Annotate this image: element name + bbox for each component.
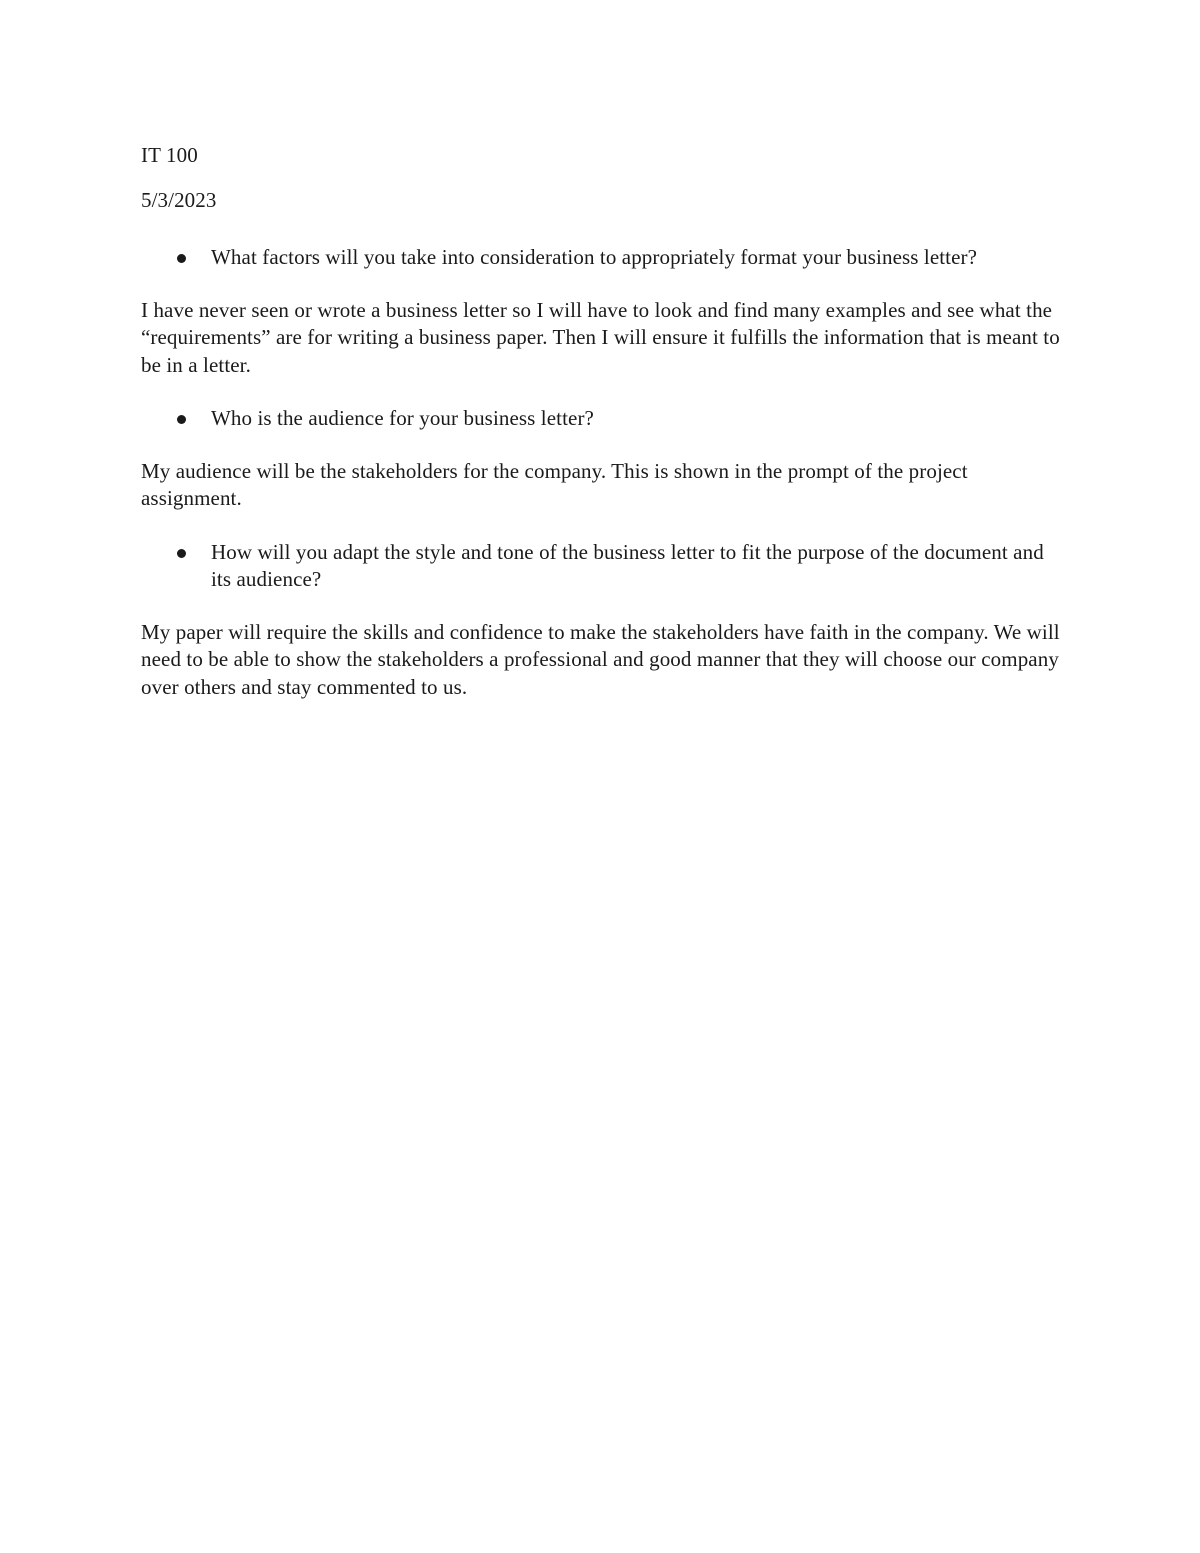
bullet-icon [177,549,186,558]
question-2 [141,405,1071,433]
answer-1: I have never seen or wrote a business letter so I will have to look and find many examples and see what the “requirements” are for writing a business paper. Then I will ensure it fulfills the information that is meant to be in a letter. [141,297,1060,377]
answer-3: My paper will require the skills and confidence to make the stakeholders have faith in the company. We will need to be able to show the stakeholders a professional and good manner that they will choose our company over others and stay commented to us. [141,619,1060,699]
question-text: Who is the audience for your business letter? [211,406,594,430]
bullet-icon [177,254,186,263]
question-text: How will you adapt the style and tone of the business letter to fit the purpose of the document and its audience? [211,539,1044,591]
question-3 [141,539,1071,594]
document-date: 5/3/2023 [141,187,217,212]
answer-2: My audience will be the stakeholders for the company. This is shown in the prompt of the project assignment. [141,458,968,510]
question-1 [141,244,1071,272]
course-name: IT 100 [141,143,198,167]
question-text: What factors will you take into consideration to appropriately format your business letter? [211,245,978,269]
bullet-icon [177,415,186,424]
document-page [141,142,1071,727]
